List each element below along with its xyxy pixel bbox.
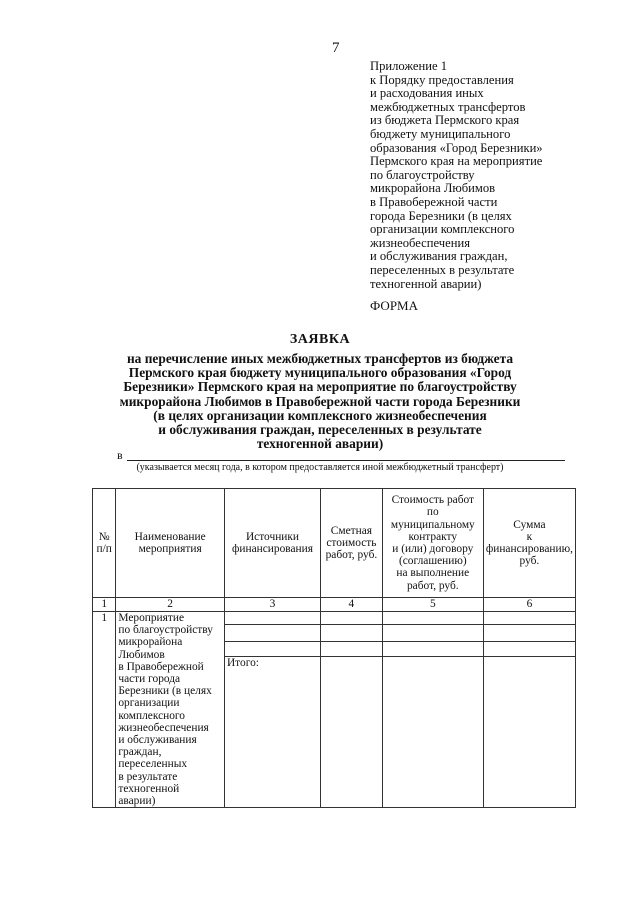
appendix-line: переселенных в результате xyxy=(370,262,515,277)
empty-cell xyxy=(483,625,575,642)
subtitle-line: техногенной аварии) xyxy=(256,436,384,452)
column-number: 4 xyxy=(321,598,383,612)
empty-cell xyxy=(224,612,320,625)
document-title: ЗАЯВКА xyxy=(289,332,351,347)
month-fill-line xyxy=(127,460,565,461)
appendix-line: межбюджетных трансфертов xyxy=(370,99,526,114)
empty-cell xyxy=(382,625,483,642)
appendix-line: бюджету муниципального xyxy=(370,126,511,141)
header-name: Наименование мероприятия xyxy=(116,489,225,598)
appendix-line: по благоустройству xyxy=(370,167,475,182)
appendix-line: жизнеобеспечения xyxy=(370,235,470,250)
appendix-line: и обслуживания граждан, xyxy=(370,249,508,264)
appendix-line: города Березники (в целях xyxy=(370,208,512,223)
subtitle-line: и обслуживания граждан, переселенных в результате xyxy=(158,422,482,438)
empty-cell xyxy=(321,657,383,808)
header-sum: Сумма к финансированию, руб. xyxy=(483,489,575,598)
empty-cell xyxy=(224,642,320,657)
column-number: 6 xyxy=(483,598,575,612)
empty-cell xyxy=(224,625,320,642)
appendix-line: микрорайона Любимов xyxy=(370,181,496,196)
page-number: 7 xyxy=(332,40,340,56)
column-number: 2 xyxy=(116,598,225,612)
subtitle-line: Пермского края бюджету муниципального образования «Город xyxy=(128,365,512,381)
document-subtitle xyxy=(95,352,545,451)
appendix-line: в Правобережной части xyxy=(370,194,498,209)
empty-cell xyxy=(382,612,483,625)
subtitle-line: на перечисление иных межбюджетных трансфертов из бюджета xyxy=(126,351,514,366)
subtitle-line: микрорайона Любимов в Правобережной части города Березники xyxy=(119,393,521,409)
appendix-line: организации комплексного xyxy=(370,222,515,237)
month-prefix: в xyxy=(117,448,123,462)
column-number: 3 xyxy=(224,598,320,612)
appendix-line: образования «Город Березники» xyxy=(370,140,543,155)
header-contract: Стоимость работ по муниципальному контракту и (или) договору (соглашению) на выполнение работ, руб. xyxy=(382,489,483,598)
empty-cell xyxy=(483,612,575,625)
column-number: 5 xyxy=(382,598,483,612)
empty-cell xyxy=(483,642,575,657)
column-number: 1 xyxy=(93,598,116,612)
month-hint: (указывается месяц года, в котором предоставляется иной межбюджетный трансферт) xyxy=(136,462,504,473)
total-label: Итого: xyxy=(224,657,320,808)
appendix-line: техногенной аварии) xyxy=(370,276,482,291)
form-label: ФОРМА xyxy=(370,298,418,313)
row-number: 1 xyxy=(93,612,116,808)
subtitle-line: Березники» Пермского края на мероприятие по благоустройству xyxy=(123,379,517,395)
empty-cell xyxy=(321,612,383,625)
request-table xyxy=(92,488,576,808)
appendix-line: и расходования иных xyxy=(370,86,484,101)
empty-cell xyxy=(483,657,575,808)
appendix-line: Приложение 1 xyxy=(370,59,448,73)
appendix-line: Пермского края на мероприятие xyxy=(370,154,543,169)
header-no: № п/п xyxy=(93,489,116,598)
empty-cell xyxy=(321,625,383,642)
empty-cell xyxy=(321,642,383,657)
table-header-row xyxy=(93,489,576,598)
column-number-row xyxy=(93,598,576,612)
appendix-block xyxy=(370,60,595,291)
event-name-cell: Мероприятие по благоустройству микрорайона Любимов в Правобережной части города Березники (в целях организации комплексного жизнеобеспечения и обслуживания граждан, переселенных в результате техногенной аварии) xyxy=(116,612,225,808)
subtitle-line: (в целях организации комплексного жизнеобеспечения xyxy=(153,407,487,423)
appendix-line: к Порядку предоставления xyxy=(370,72,514,87)
appendix-line: из бюджета Пермского края xyxy=(370,113,520,128)
header-source: Источники финансирования xyxy=(224,489,320,598)
empty-cell xyxy=(382,642,483,657)
header-cost: Сметная стоимость работ, руб. xyxy=(321,489,383,598)
table-row xyxy=(93,612,576,625)
empty-cell xyxy=(382,657,483,808)
